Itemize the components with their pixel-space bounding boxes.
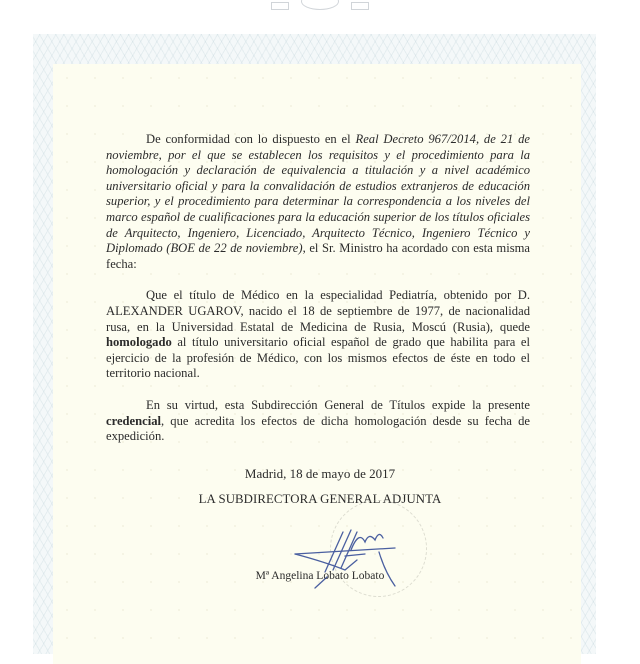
issue-date: Madrid, 18 de mayo de 2017: [244, 466, 396, 481]
paragraph-homologation: [106, 288, 530, 382]
credential-text: En su virtud, esta Subdirección General de Títulos expide la presente: [146, 397, 530, 412]
paragraph-tail: , el Sr. Ministro ha acordado con esta misma fecha:: [106, 241, 530, 271]
homologation-text-end: al título universitario oficial español de grado que habilita para el ejercicio de la profesión de Médico, con los mismos efectos de éste en todo el territorio nacional.: [106, 335, 530, 381]
document-body: [106, 132, 530, 461]
coat-of-arms-emblem: [210, 0, 430, 10]
paragraph-credential: [106, 398, 530, 445]
decree-reference: Real Decreto 967/2014, de 21 de noviembre, por el que se establecen los requisitos y el procedimiento para la homologación y declaración de equivalencia a titulación y a nivel académico universitario oficial y para la convalidación de estudios extranjeros de educación superior, y el procedimiento para determinar la correspondencia a los niveles del marco español de cualificaciones para la educación superior de los títulos oficiales de Arquitecto, Ingeniero, Licenciado, Arquitecto Técnico, Ingeniero Técnico y Diplomado (BOE de 22 de noviembre): [106, 132, 530, 256]
emblem-right-ornament-icon: [351, 2, 369, 10]
credential-text-end: , que acredita los efectos de dicha homologación desde su fecha de expedición.: [106, 413, 530, 444]
paragraph-legal-basis: [106, 132, 530, 272]
paragraph-lead: De conformidad con lo dispuesto en el: [146, 132, 356, 146]
credencial-emphasis: credencial: [106, 413, 162, 428]
signer-name: Mª Angelina Lobato Lobato: [255, 570, 385, 582]
homologado-emphasis: homologado: [106, 335, 172, 350]
homologation-text: Que el título de Médico en la especialidad Pediatría, obtenido por D. ALEXANDER UGAROV, nacido el 18 de septiembre de 1977, de nacionalidad rusa, en la Universidad Estatal de Medicina de Rusia, Moscú (Rusia), quede: [106, 288, 530, 334]
emblem-left-ornament-icon: [271, 2, 289, 10]
emblem-crest-icon: [301, 0, 339, 10]
signatory-role: LA SUBDIRECTORA GENERAL ADJUNTA: [198, 492, 442, 506]
